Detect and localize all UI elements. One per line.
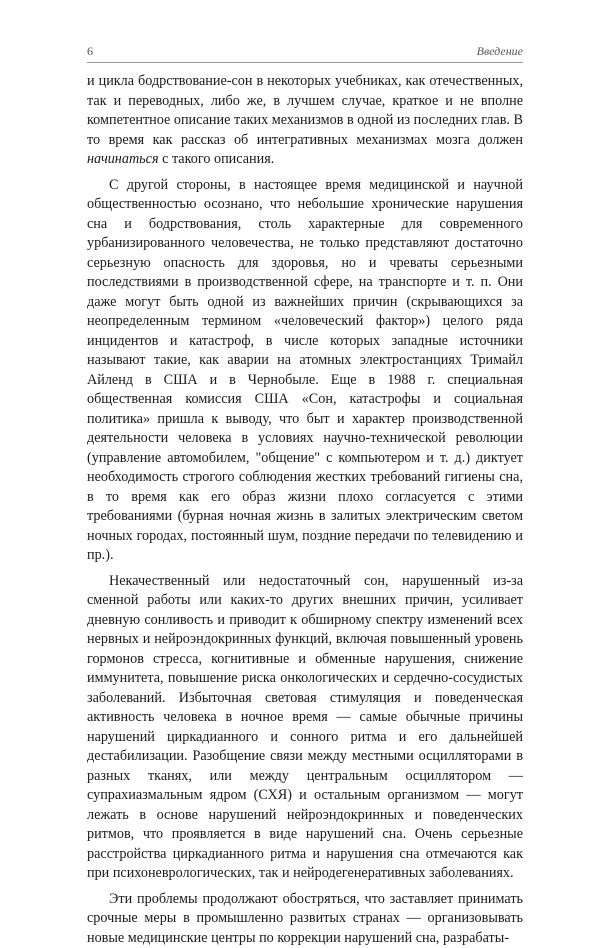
paragraph-2: С другой стороны, в настоящее время медицинской и научной общественностью осознано, что небольшие хронические нарушения сна и бодрствования, столь характерные для современного урбанизированного человечества, не только представляют достаточно серьезную опасность для здоровья, но и чреваты серьезными последствиями в производственной сфере, на транспорте и т. п. Они даже могут быть одной из важнейших причин (скрывающихся за неопределенным термином «человеческий фактор») целого ряда инцидентов и катастроф, в числе которых западные источники называют такие, как аварии на атомных электростанциях Тримайл Айленд в США и в Чернобыле. Еще в 1988 г. специальная общественная комиссия США «Сон, катастрофы и социальная политика» пришла к выводу, что быт и характер производственной деятельности человека в условиях научно-технической революции (управление автомобилем, "общение" с компьютером и т. д.) диктует необходимость строгого соблюдения жестких требований гигиены сна, в то время как его образ жизни плохо согласуется с этими требованиями (бурная ночная жизнь в залитых электрическим светом ночных городах, постоянный шум, поздние передачи по телевидению и пр.). (87, 176, 523, 566)
paragraph-1-text-before: и цикла бодрствование-сон в некоторых учебниках, как отечественных, так и переводных, либо же, в лучшем случае, краткое и не вполне компетентное описание таких механизмов в одной из последних глав. В то время как рассказ об интегративных механизмах мозга должен (87, 73, 523, 148)
paragraph-3: Некачественный или недостаточный сон, нарушенный из-за сменной работы или каких-то других внешних причин, усиливает дневную сонливость и приводит к обширному спектру изменений всех нервных и нейроэндокринных функций, включая повышенный уровень гормонов стресса, когнитивные и обменные нарушения, снижение иммунитета, повышение риска онкологических и сердечно-сосудистых заболеваний. Избыточная световая стимуляция и поведенческая активность человека в ночное время — самые обычные причины нарушений циркадианного и сонного ритма и его дальнейшей дестабилизации. Разобщение связи между местными осцилляторами в разных тканях, или между центральным осциллятором — супрахиазмальным ядром (СХЯ) и остальным организмом — могут лежать в основе нарушений нейроэндокринных и поведенческих ритмов, что проявляется в виде нарушений сна. Очень серьезные расстройства циркадианного ритма и нарушения сна отмечаются как при психоневрологических, так и нейродегенеративных заболеваниях. (87, 572, 523, 884)
paragraph-4: Эти проблемы продолжают обостряться, что заставляет принимать срочные меры в промышленно развитых странах — организовывать новые медицинские центры по коррекции нарушений сна, разрабаты- (87, 890, 523, 948)
paragraph-1-emphasis: начинаться (87, 151, 159, 167)
paragraph-1-text-after: с такого описания. (159, 151, 275, 167)
running-header (87, 44, 523, 63)
page-number: 6 (87, 44, 93, 59)
section-title: Введение (477, 44, 523, 59)
body-text (87, 72, 523, 948)
paragraph-1 (87, 72, 523, 170)
